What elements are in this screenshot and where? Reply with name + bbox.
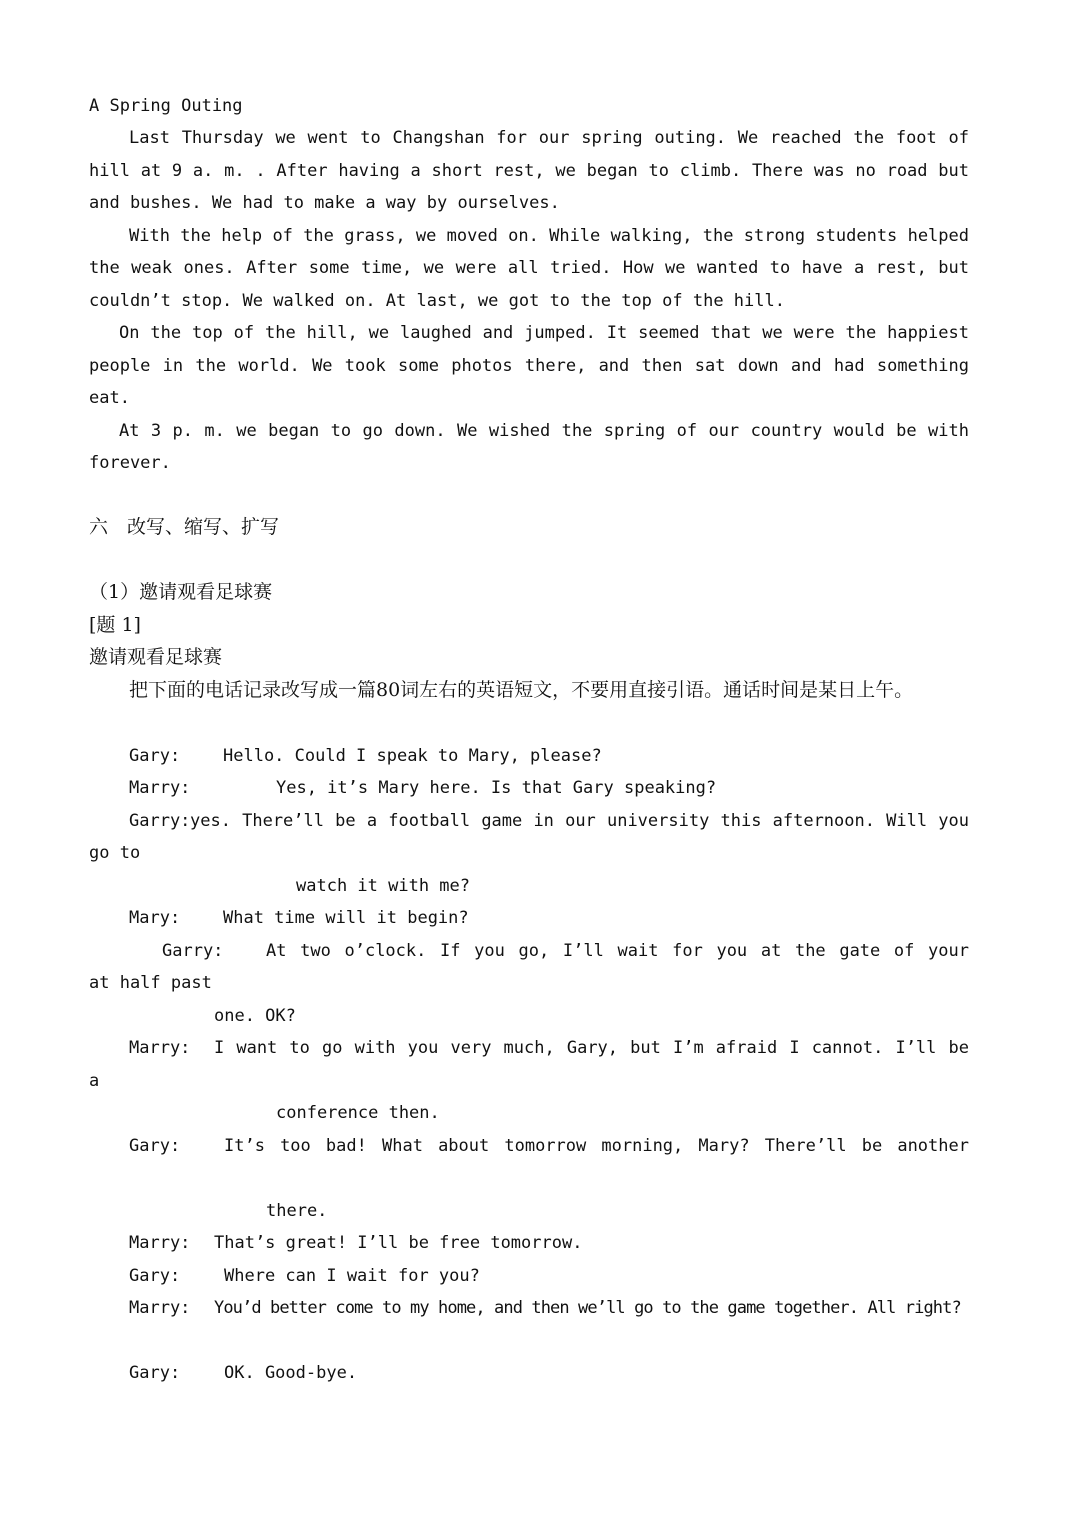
dialogue-speaker-5: Garry: xyxy=(162,941,224,961)
article-paragraph-1-line-3: and bushes. We had to make a way by ourselves. xyxy=(89,193,560,213)
article-paragraph-1-line-1: Last Thursday we went to Changshan for our spring outing. We reached the foot of xyxy=(129,128,969,148)
question-instruction: 把下面的电话记录改写成一篇80词左右的英语短文，不要用直接引语。通话时间是某日上午。 xyxy=(129,679,914,701)
article-paragraph-4-line-2: forever. xyxy=(89,453,171,473)
article-paragraph-2-line-1: With the help of the grass, we moved on. While walking, the strong students helped xyxy=(129,226,969,246)
dialogue-speaker-10: Marry: xyxy=(129,1298,191,1318)
section-subheading: （1）邀请观看足球赛 xyxy=(89,581,273,603)
dialogue-text-5-wrap-2: one. OK? xyxy=(214,1006,296,1026)
dialogue-text-7: It’s too bad! What about tomorrow morning, Mary? There’ll be another xyxy=(224,1136,969,1156)
dialogue-text-11: OK. Good-bye. xyxy=(224,1363,358,1383)
dialogue-text-6-wrap-2: conference then. xyxy=(276,1103,440,1123)
dialogue-speaker-6: Marry: xyxy=(129,1038,191,1058)
dialogue-speaker-9: Gary: xyxy=(129,1266,181,1286)
dialogue-speaker-11: Gary: xyxy=(129,1363,181,1383)
dialogue-text-2: Yes, it’s Mary here. Is that Gary speaking? xyxy=(276,778,717,798)
dialogue-text-7-wrap-2: there. xyxy=(266,1201,328,1221)
dialogue-speaker-4: Mary: xyxy=(129,908,181,928)
dialogue-speaker-7: Gary: xyxy=(129,1136,181,1156)
dialogue-speaker-2: Marry: xyxy=(129,778,191,798)
article-paragraph-1-line-2: hill at 9 a. m. . After having a short rest, we began to climb. There was no road but xyxy=(89,161,969,181)
dialogue-text-4: What time will it begin? xyxy=(223,908,469,928)
dialogue-text-3-wrap-2: watch it with me? xyxy=(296,876,470,896)
dialogue-text-10: You’d better come to my home, and then we’ll go to the game together. All right? xyxy=(214,1298,961,1318)
dialogue-speaker-8: Marry: xyxy=(129,1233,191,1253)
dialogue-text-9: Where can I wait for you? xyxy=(224,1266,480,1286)
dialogue-text-3-wrap-1: go to xyxy=(89,843,141,863)
dialogue-text-5-wrap-1: at half past xyxy=(89,973,212,993)
dialogue-text-3: yes. There’ll be a football game in our university this afternoon. Will you xyxy=(190,811,969,831)
question-label: [题 1] xyxy=(89,614,141,636)
article-paragraph-2-line-3: couldn’t stop. We walked on. At last, we got to the top of the hill. xyxy=(89,291,785,311)
dialogue-text-1: Hello. Could I speak to Mary, please? xyxy=(223,746,602,766)
article-paragraph-2-line-2: the weak ones. After some time, we were all tried. How we wanted to have a rest, but xyxy=(89,258,969,278)
article-paragraph-3-line-3: eat. xyxy=(89,388,130,408)
dialogue-text-6-wrap-1: a xyxy=(89,1071,100,1091)
section-heading: 六 改写、缩写、扩写 xyxy=(89,516,280,538)
dialogue-speaker-3: Garry: xyxy=(129,811,191,831)
article-title: A Spring Outing xyxy=(89,96,243,116)
dialogue-speaker-1: Gary: xyxy=(129,746,181,766)
dialogue-text-8: That’s great! I’ll be free tomorrow. xyxy=(214,1233,583,1253)
question-topic: 邀请观看足球赛 xyxy=(89,646,223,668)
dialogue-text-5: At two o’clock. If you go, I’ll wait for you at the gate of your xyxy=(266,941,969,961)
article-paragraph-3-line-1: On the top of the hill, we laughed and jumped. It seemed that we were the happiest xyxy=(119,323,969,343)
article-paragraph-4-line-1: At 3 p. m. we began to go down. We wished the spring of our country would be with xyxy=(119,421,969,441)
article-paragraph-3-line-2: people in the world. We took some photos there, and then sat down and had something xyxy=(89,356,969,376)
dialogue-text-6: I want to go with you very much, Gary, but I’m afraid I cannot. I’ll be xyxy=(214,1038,969,1058)
